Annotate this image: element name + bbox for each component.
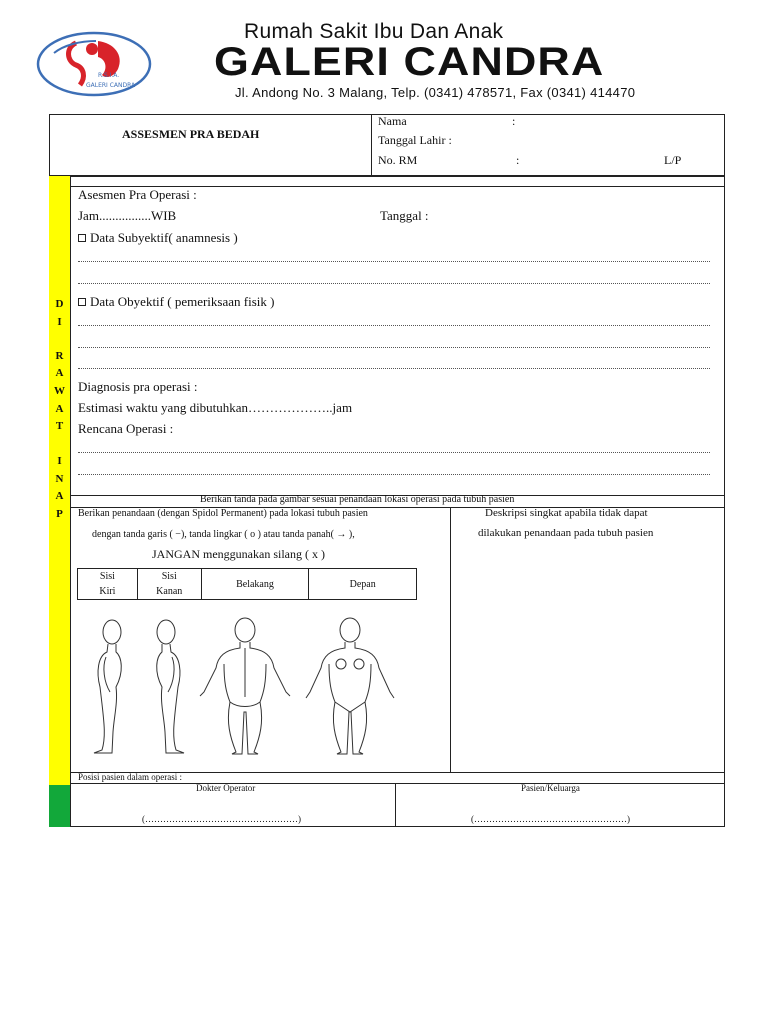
marking-instruction-1: Berikan penandaan (dengan Spidol Permanent) pada lokasi tubuh pasien <box>78 508 368 519</box>
obyektif-line[interactable] <box>78 347 710 348</box>
obyektif-line[interactable] <box>78 368 710 369</box>
asesmen-label: Asesmen Pra Operasi : <box>78 187 197 202</box>
no-rm-colon: : <box>516 153 520 167</box>
subjektif-line[interactable] <box>78 261 710 262</box>
lp-label: L/P <box>664 153 682 167</box>
estimasi-field[interactable]: Estimasi waktu yang dibutuhkan………………..jam <box>78 400 353 415</box>
pasien-keluarga-label: Pasien/Keluarga <box>521 783 580 793</box>
sidebar-bottom-block <box>49 785 70 827</box>
side-letter: I <box>57 316 62 328</box>
svg-text:GALERI CANDRA: GALERI CANDRA <box>86 82 136 89</box>
body-back-figure <box>200 618 290 754</box>
form-title: ASSESMEN PRA BEDAH <box>122 127 260 141</box>
nama-colon: : <box>512 114 516 128</box>
body-front-figure <box>306 618 394 754</box>
side-letter: A <box>55 367 64 379</box>
side-letter: R <box>55 350 64 362</box>
side-letter: N <box>55 473 64 485</box>
marking-header: Berikan tanda pada gambar sesuai penandaan lokasi operasi pada tubuh pasien <box>200 494 515 505</box>
no-rm-label: No. RM <box>378 153 418 167</box>
subjektif-checkbox-row[interactable] <box>78 230 238 246</box>
view-depan: Depan <box>309 569 417 600</box>
dokter-operator-label: Dokter Operator <box>196 783 256 793</box>
jam-field[interactable]: Jam................WIB <box>78 208 177 223</box>
body-left-side-figure <box>94 620 121 753</box>
tanggal-field[interactable]: Tanggal : <box>380 208 429 223</box>
marking-warning: JANGAN menggunakan silang ( x ) <box>152 547 325 561</box>
side-letter: I <box>57 455 62 467</box>
tanggal-lahir-label: Tanggal Lahir : <box>378 133 452 147</box>
subjektif-label: Data Subyektif( anamnesis ) <box>90 230 238 245</box>
hospital-address: Jl. Andong No. 3 Malang, Telp. (0341) 478571, Fax (0341) 414470 <box>235 85 636 100</box>
marking-instruction-2: dengan tanda garis ( −), tanda lingkar ( o ) atau tanda panah( → ), <box>92 529 355 540</box>
side-letter: P <box>56 508 63 520</box>
view-sisi-kiri: Sisi Kiri <box>78 569 138 600</box>
obyektif-line[interactable] <box>78 325 710 326</box>
obyektif-checkbox-row[interactable] <box>78 294 274 310</box>
obyektif-checkbox[interactable] <box>78 298 86 306</box>
body-right-side-figure <box>157 620 184 753</box>
posisi-label: Posisi pasien dalam operasi : <box>78 772 182 782</box>
subjektif-line[interactable] <box>78 283 710 284</box>
view-sisi-kanan: Sisi Kanan <box>137 569 201 600</box>
body-diagram[interactable] <box>80 612 410 762</box>
rencana-label: Rencana Operasi : <box>78 421 174 436</box>
obyektif-label: Data Obyektif ( pemeriksaan fisik ) <box>90 294 275 309</box>
diagnosis-label: Diagnosis pra operasi : <box>78 379 198 394</box>
view-belakang: Belakang <box>201 569 309 600</box>
dokter-signature-line[interactable]: (……………………………………………) <box>142 814 301 824</box>
pasien-signature-line[interactable]: (……………………………………………) <box>471 814 630 824</box>
nama-label: Nama <box>378 114 407 128</box>
svg-text:R.S.I.A.: R.S.I.A. <box>98 72 120 79</box>
side-letter: D <box>55 298 64 310</box>
deskripsi-line-1: Deskripsi singkat apabila tidak dapat <box>485 507 648 519</box>
body-view-table <box>77 568 417 600</box>
subjektif-checkbox[interactable] <box>78 234 86 242</box>
side-letter: A <box>55 403 64 415</box>
rencana-line[interactable] <box>78 474 710 475</box>
hospital-logo <box>36 31 152 97</box>
side-letter: A <box>55 490 64 502</box>
deskripsi-line-2: dilakukan penandaan pada tubuh pasien <box>478 527 654 539</box>
side-letter: W <box>54 385 65 397</box>
hospital-subtitle: Rumah Sakit Ibu Dan Anak <box>244 20 504 43</box>
side-letter: T <box>55 420 64 432</box>
rencana-line[interactable] <box>78 452 710 453</box>
hospital-name: GALERI CANDRA <box>214 40 605 84</box>
